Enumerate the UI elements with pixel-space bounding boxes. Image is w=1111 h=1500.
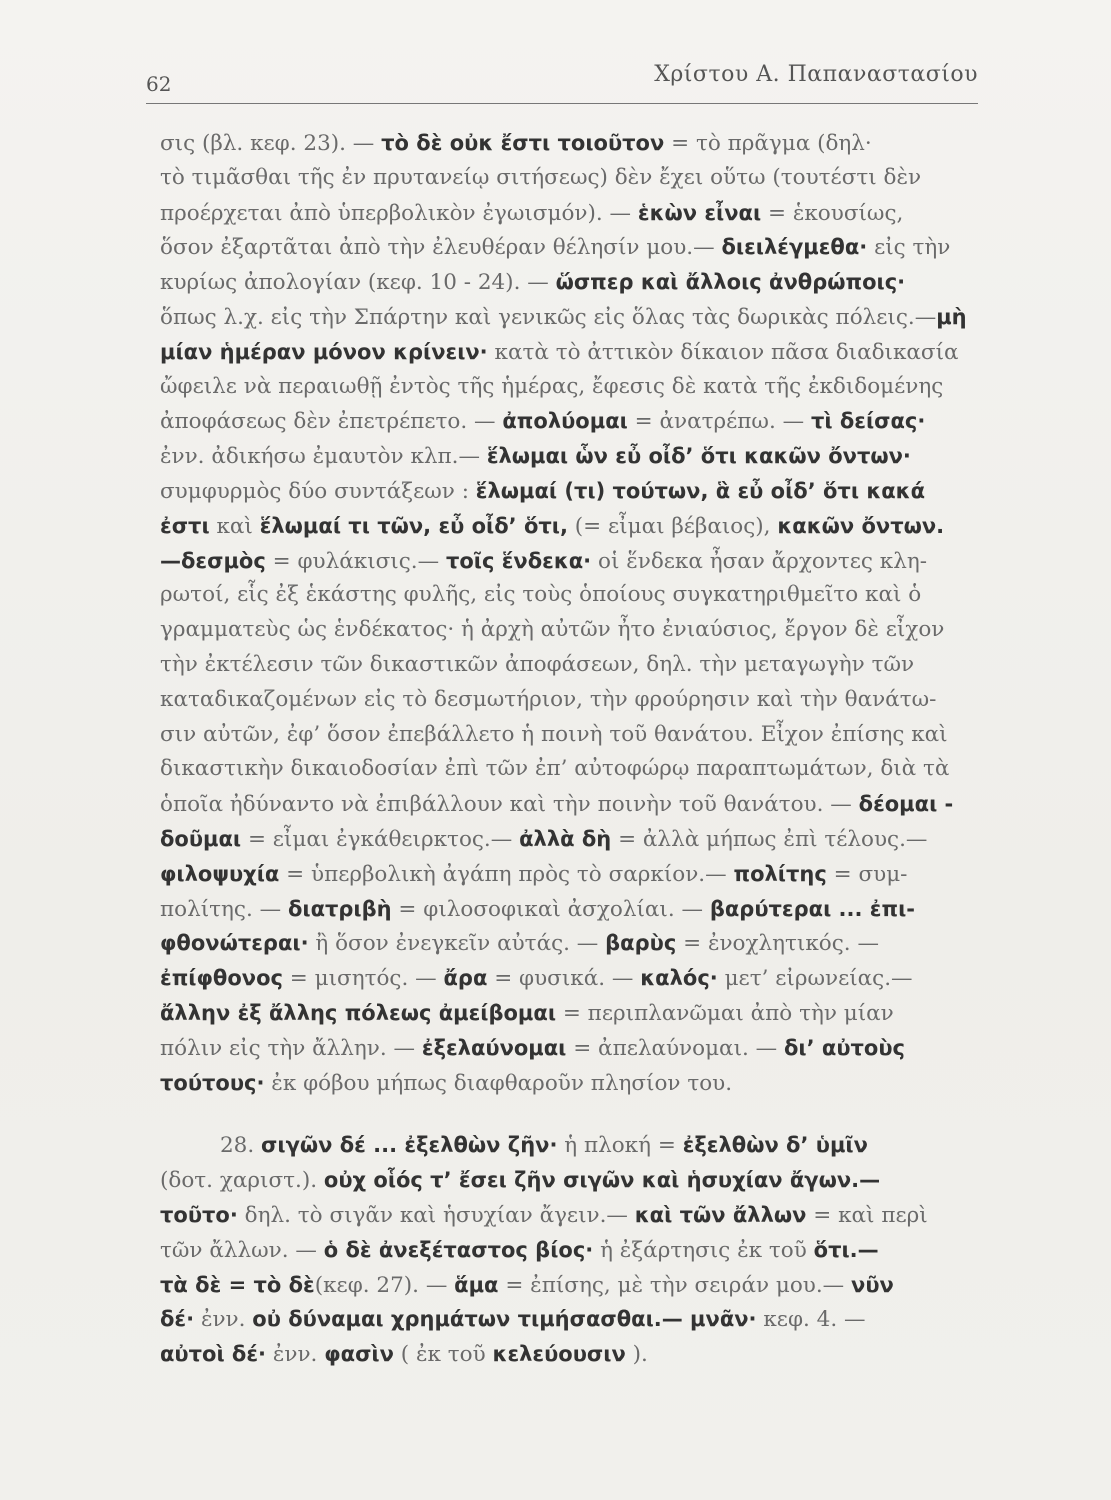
- text-line: [160, 265, 1005, 300]
- gloss-text: σιν αὐτῶν, ἐφ’ ὅσον ἐπεβάλλετο ἡ ποινὴ τοῦ θανάτου. Εἶχον ἐπίσης καὶ: [160, 721, 948, 747]
- gloss-text: κυρίως ἀπολογίαν (κεφ. 10 - 24). —: [160, 270, 556, 296]
- bold-lemma: οὐχ οἷός τ’ ἔσει ζῆν σιγῶν καὶ ἡσυχίαν ἄγων.—: [323, 1168, 881, 1193]
- gloss-text: = εἶμαι ἐγκάθειρκτος.—: [241, 826, 520, 852]
- gloss-text: (δοτ. χαριστ.).: [160, 1168, 324, 1194]
- gloss-text: εἰς τὴν: [867, 235, 951, 261]
- running-head: Χρίστου Α. Παπαναστασίου: [654, 62, 978, 87]
- bold-lemma: ὅτι.—: [813, 1237, 879, 1262]
- bold-lemma: ὁ δὲ ἀνεξέταστος βίος·: [323, 1237, 594, 1262]
- text-line: [160, 1066, 1005, 1101]
- bold-lemma: σιγῶν δέ ... ἐξελθὼν ζῆν·: [261, 1133, 558, 1158]
- bold-lemma: πολίτης: [733, 861, 827, 886]
- gloss-text: ( ἐκ τοῦ: [393, 1342, 493, 1368]
- text-line: [160, 1031, 1005, 1066]
- text-line: [160, 718, 1005, 753]
- text-line: [160, 161, 1005, 196]
- text-line: [160, 126, 1005, 161]
- text-line: [160, 683, 1005, 718]
- bold-lemma: κακῶν ὄντων.: [777, 513, 945, 538]
- bold-lemma: κελεύουσιν: [492, 1342, 626, 1367]
- bold-lemma: τὸ δὲ οὐκ ἔστι τοιοῦτον: [381, 131, 665, 155]
- gloss-text: κατὰ τὸ ἀττικὸν δίκαιον πᾶσα διαδικασία: [487, 339, 959, 365]
- bold-lemma: δοῦμαι: [160, 826, 242, 851]
- gloss-text: ἐνν.: [194, 1307, 253, 1333]
- text-line: [160, 752, 1005, 787]
- bold-lemma: φασὶν: [324, 1342, 394, 1367]
- gloss-text: ἀποφάσεως δὲν ἐπετρέπετο. —: [160, 409, 503, 435]
- bold-lemma: νῦν: [851, 1272, 894, 1297]
- gloss-text: ἐνν. ἀδικήσω ἐμαυτὸν κλπ.—: [160, 444, 487, 470]
- text-line: [160, 1233, 1005, 1268]
- text-line: [160, 404, 1005, 439]
- gloss-text: τὴν ἐκτέλεσιν τῶν δικαστικῶν ἀποφάσεων, δηλ. τὴν μεταγωγὴν τῶν: [160, 651, 915, 677]
- gloss-text: = τὸ πρᾶγμα (δηλ·: [664, 131, 872, 156]
- text-line: [160, 787, 1005, 822]
- gloss-text: συμφυρμὸς δύο συντάξεων :: [160, 478, 476, 504]
- bold-lemma: ἑκὼν εἶναι: [637, 200, 762, 225]
- gloss-text: = φυσικά. —: [487, 966, 641, 992]
- gloss-text: ἐκ φόβου μήπως διαφθαροῦν πλησίον του.: [264, 1070, 733, 1096]
- header-rule: [146, 103, 978, 104]
- gloss-text: ὅσον ἐξαρτᾶται ἀπὸ τὴν ἐλευθέραν θέλησίν μου.—: [160, 235, 722, 261]
- text-line: [160, 961, 1005, 996]
- bold-lemma: ἄλλην ἐξ ἄλλης πόλεως ἀμείβομαι: [160, 1000, 556, 1025]
- paragraph-gap: [160, 1100, 1005, 1128]
- gloss-text: = φιλοσοφικαὶ ἀσχολίαι. —: [391, 896, 710, 922]
- gloss-text: ρωτοί, εἷς ἐξ ἑκάστης φυλῆς, εἰς τοὺς ὁποίους συγκατηριθμεῖτο καὶ ὁ: [160, 582, 922, 608]
- bold-lemma: ἐστι: [160, 513, 210, 538]
- text-line: [160, 857, 1005, 892]
- gloss-text: πόλιν εἰς τὴν ἄλλην. —: [160, 1035, 422, 1061]
- gloss-text: ὁποῖα ἠδύναντο νὰ ἐπιβάλλουν καὶ τὴν ποινὴν τοῦ θανάτου. —: [160, 792, 859, 818]
- text-line: [160, 196, 1005, 231]
- gloss-text: ἡ ἐξάρτησις ἐκ τοῦ: [593, 1237, 814, 1263]
- bold-lemma: αὐτοὶ δέ·: [160, 1342, 267, 1367]
- gloss-text: 28.: [220, 1133, 262, 1159]
- gloss-text: = καὶ περὶ: [806, 1202, 928, 1228]
- bold-lemma: ἄρα: [443, 966, 488, 991]
- gloss-text: ἢ ὅσον ἐνεγκεῖν αὐτάς. —: [308, 931, 606, 957]
- bold-lemma: δι’ αὐτοὺς: [784, 1035, 905, 1060]
- gloss-text: = ἀλλὰ μήπως ἐπὶ τέλους.—: [611, 826, 928, 852]
- bold-lemma: μὴ: [936, 304, 967, 329]
- text-line: [160, 613, 1005, 648]
- text-line: [160, 1337, 1005, 1372]
- page-header: [146, 60, 978, 100]
- bold-lemma: ἅμα: [454, 1272, 499, 1297]
- bold-lemma: δέομαι -: [858, 792, 954, 817]
- text-line: [160, 1198, 1005, 1233]
- gloss-text: (= εἶμαι βέβαιος),: [567, 513, 778, 539]
- bold-lemma: —δεσμὸς: [160, 548, 266, 573]
- gloss-text: = ἀνατρέπω. —: [627, 409, 811, 435]
- text-line: [160, 648, 1005, 683]
- page-number: 62: [146, 72, 172, 96]
- gloss-text: σις (βλ. κεφ. 23). —: [160, 131, 382, 156]
- gloss-text: ὤφειλε νὰ περαιωθῇ ἐντὸς τῆς ἡμέρας, ἔφεσις δὲ κατὰ τῆς ἐκδιδομένης: [160, 373, 944, 399]
- text-line: [160, 822, 1005, 857]
- gloss-text: δικαστικὴν δικαιοδοσίαν ἐπὶ τῶν ἐπ’ αὐτοφώρῳ παραπτωμάτων, διὰ τὰ: [160, 756, 950, 782]
- bold-lemma: τὰ δὲ = τὸ δὲ: [160, 1272, 315, 1297]
- text-line: [160, 300, 1005, 335]
- text-line: [160, 335, 1005, 370]
- gloss-text: = φυλάκισις.—: [265, 548, 446, 574]
- gloss-text: δηλ. τὸ σιγᾶν καὶ ἡσυχίαν ἄγειν.—: [237, 1202, 635, 1228]
- bold-lemma: τὶ δείσας·: [810, 409, 926, 434]
- bold-lemma: μίαν ἡμέραν μόνον κρίνειν·: [160, 339, 488, 364]
- gloss-text: = συμ-: [826, 861, 908, 887]
- gloss-text: καταδικαζομένων εἰς τὸ δεσμωτήριον, τὴν φρούρησιν καὶ τὴν θανάτω-: [160, 686, 937, 712]
- paragraph-28-commentary: [160, 1128, 1005, 1372]
- bold-lemma: ἐπίφθονος: [160, 966, 283, 991]
- bold-lemma: τοῖς ἕνδεκα·: [445, 548, 592, 573]
- bold-lemma: ἀπολύομαι: [502, 409, 628, 434]
- gloss-text: = ἐνοχλητικός. —: [676, 931, 879, 957]
- gloss-text: ἡ πλοκή =: [557, 1133, 683, 1159]
- bold-lemma: τούτους·: [160, 1070, 265, 1095]
- bold-lemma: φθονώτεραι·: [160, 931, 309, 956]
- gloss-text: ).: [625, 1342, 648, 1368]
- text-line: [160, 439, 1005, 474]
- text-line: [160, 1268, 1005, 1303]
- gloss-text: τὸ τιμᾶσθαι τῆς ἐν πρυτανείῳ σιτήσεως) δὲν ἔχει οὕτω (τουτέστι δὲν: [160, 164, 922, 190]
- bold-lemma: οὐ δύναμαι χρημάτων τιμήσασθαι.— μνᾶν·: [252, 1307, 757, 1332]
- bold-lemma: ἀλλὰ δὴ: [519, 826, 612, 851]
- text-line: [160, 544, 1005, 579]
- gloss-text: τῶν ἄλλων. —: [160, 1237, 324, 1263]
- bold-lemma: ἐξελαύνομαι: [421, 1035, 567, 1060]
- bold-lemma: διειλέγμεθα·: [721, 235, 868, 260]
- gloss-text: = ὑπερβολικὴ ἀγάπη πρὸς τὸ σαρκίον.—: [279, 861, 734, 887]
- bold-lemma: ἐξελθὼν δ’ ὑμῖν: [682, 1133, 868, 1158]
- gloss-text: = περιπλανῶμαι ἀπὸ τὴν μίαν: [556, 1000, 894, 1026]
- bold-lemma: βαρύτεραι ... ἐπι-: [709, 896, 916, 921]
- bold-lemma: καὶ τῶν ἄλλων: [634, 1202, 807, 1227]
- bold-lemma: φιλοψυχία: [160, 861, 280, 886]
- gloss-text: = μισητός. —: [282, 966, 444, 992]
- gloss-text: καὶ: [209, 513, 260, 539]
- text-line: [160, 926, 1005, 961]
- gloss-text: προέρχεται ἀπὸ ὑπερβολικὸν ἐγωισμόν). —: [160, 200, 638, 226]
- text-line: [160, 1163, 1005, 1198]
- text-line: [160, 996, 1005, 1031]
- text-line: [160, 1302, 1005, 1337]
- bold-lemma: βαρὺς: [605, 931, 677, 956]
- gloss-text: μετ’ εἰρωνείας.—: [717, 966, 913, 992]
- gloss-text: γραμματεὺς ὡς ἑνδέκατος· ἡ ἀρχὴ αὐτῶν ἦτο ἐνιαύσιος, ἔργον δὲ εἶχον: [160, 617, 945, 643]
- gloss-text: = ἀπελαύνομαι. —: [566, 1035, 784, 1061]
- gloss-text: πολίτης. —: [160, 896, 288, 922]
- bold-lemma: τοῦτο·: [160, 1202, 238, 1227]
- bold-lemma: ἕλωμαι ὧν εὖ οἶδ’ ὅτι κακῶν ὄντων·: [486, 444, 911, 469]
- text-line: [160, 1128, 1005, 1163]
- text-line: [160, 578, 1005, 613]
- text-line: [160, 509, 1005, 544]
- bold-lemma: ἕλωμαί τι τῶν, εὖ οἶδ’ ὅτι,: [259, 513, 568, 538]
- gloss-text: κεφ. 4. —: [756, 1307, 866, 1333]
- paragraph-27-commentary: [160, 126, 1005, 1100]
- gloss-text: οἱ ἕνδεκα ἦσαν ἄρχοντες κλη-: [591, 548, 927, 574]
- bold-lemma: διατριβὴ: [287, 896, 392, 921]
- gloss-text: = ἑκουσίως,: [761, 200, 904, 226]
- gloss-text: ὅπως λ.χ. εἰς τὴν Σπάρτην καὶ γενικῶς εἰς ὅλας τὰς δωρικὰς πόλεις.—: [160, 304, 937, 330]
- gloss-text: (κεφ. 27). —: [314, 1272, 455, 1298]
- text-line: [160, 892, 1005, 927]
- text-line: [160, 370, 1005, 405]
- gloss-text: = ἐπίσης, μὲ τὴν σειράν μου.—: [498, 1272, 852, 1298]
- bold-lemma: καλός·: [640, 966, 718, 991]
- text-line: [160, 230, 1005, 265]
- commentary-text: [160, 126, 1005, 1372]
- bold-lemma: δέ·: [160, 1307, 195, 1332]
- text-line: [160, 474, 1005, 509]
- bold-lemma: ἕλωμαί (τι) τούτων, ἃ εὖ οἶδ’ ὅτι κακά: [475, 478, 926, 503]
- gloss-text: ἐνν.: [266, 1342, 325, 1368]
- bold-lemma: ὥσπερ καὶ ἄλλοις ἀνθρώποις·: [555, 270, 906, 295]
